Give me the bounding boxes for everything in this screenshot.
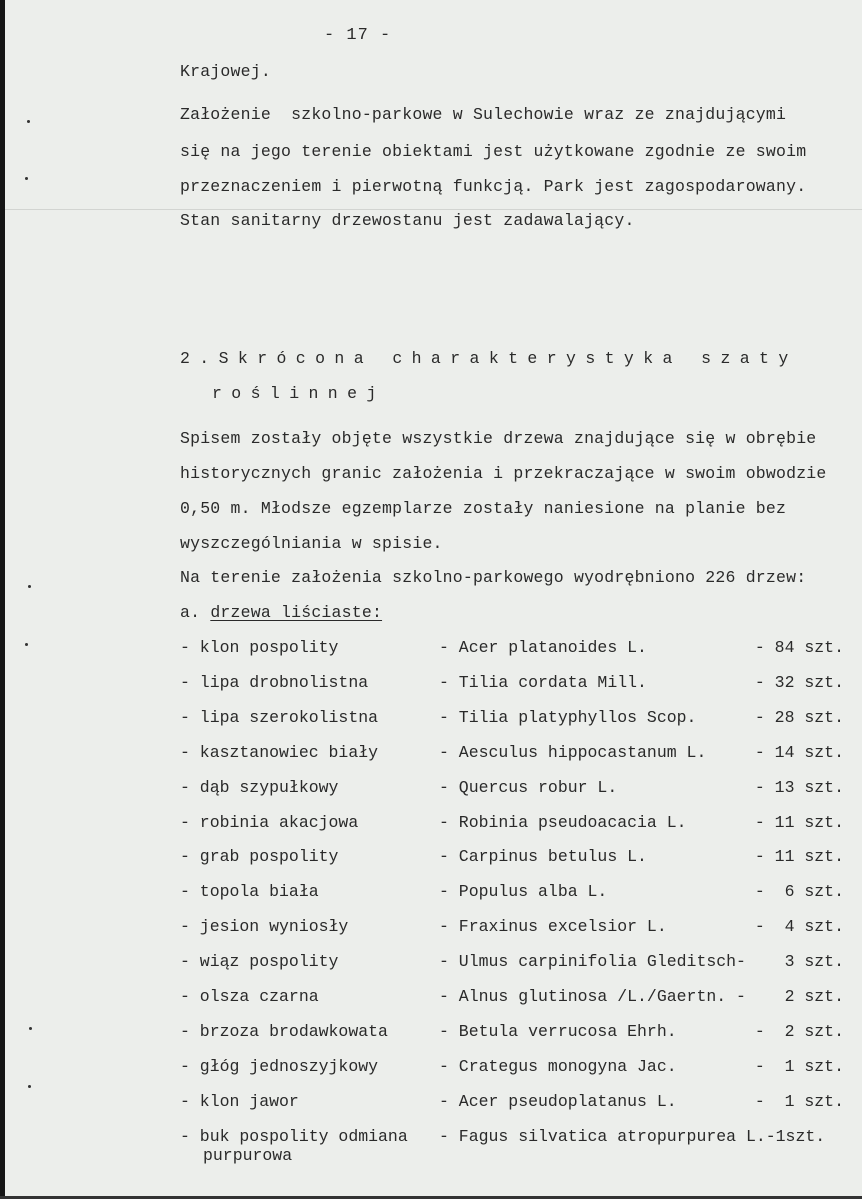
tree-common-name-continued: purpurowa bbox=[203, 1146, 293, 1165]
tree-row bbox=[180, 778, 850, 800]
tree-common-name: - grab pospolity bbox=[180, 847, 339, 866]
tree-common-name: - buk pospolity odmiana bbox=[180, 1127, 408, 1146]
margin-speck bbox=[25, 177, 28, 180]
margin-speck bbox=[28, 585, 31, 588]
tree-latin-name: - Populus alba L. bbox=[439, 882, 608, 901]
tree-count: - 4 szt. bbox=[754, 917, 844, 936]
scan-left-edge bbox=[0, 0, 5, 1199]
tree-latin-name: - Crategus monogyna Jac. bbox=[439, 1057, 677, 1076]
tree-count: - 84 szt. bbox=[754, 638, 844, 657]
tree-row bbox=[180, 1092, 850, 1114]
section-heading-line: roślinnej bbox=[212, 384, 386, 403]
tree-common-name: - lipa szerokolistna bbox=[180, 708, 379, 727]
tree-common-name: - głóg jednoszyjkowy bbox=[180, 1057, 379, 1076]
tree-latin-name: - Quercus robur L. bbox=[439, 778, 618, 797]
tree-latin-name: - Robinia pseudoacacia L. bbox=[439, 813, 687, 832]
tree-row bbox=[180, 813, 850, 835]
paragraph-line: wyszczególniania w spisie. bbox=[180, 534, 443, 553]
paragraph-line: Spisem zostały objęte wszystkie drzewa znajdujące się w obrębie bbox=[180, 429, 817, 448]
paragraph-line: Na terenie założenia szkolno-parkowego wyodrębniono 226 drzew: bbox=[180, 568, 807, 587]
tree-count: - 1 szt. bbox=[754, 1057, 844, 1076]
tree-latin-name: - Betula verrucosa Ehrh. bbox=[439, 1022, 677, 1041]
margin-speck bbox=[27, 120, 30, 123]
tree-row bbox=[180, 673, 850, 695]
tree-count: - 6 szt. bbox=[754, 882, 844, 901]
tree-count: - 13 szt. bbox=[754, 778, 844, 797]
paragraph-line: Stan sanitarny drzewostanu jest zadawalający. bbox=[180, 211, 635, 230]
tree-latin-name: - Carpinus betulus L. bbox=[439, 847, 647, 866]
tree-row bbox=[180, 882, 850, 904]
margin-speck bbox=[29, 1027, 32, 1030]
paper-fold-line bbox=[5, 209, 862, 210]
tree-common-name: - lipa drobnolistna bbox=[180, 673, 369, 692]
tree-latin-name: - Ulmus carpinifolia Gleditsch- bbox=[439, 952, 746, 971]
tree-common-name: - klon jawor bbox=[180, 1092, 299, 1111]
tree-row bbox=[180, 1022, 850, 1044]
tree-latin-name: - Acer pseudoplatanus L. bbox=[439, 1092, 677, 1111]
tree-row bbox=[180, 987, 850, 1009]
paragraph-line: 0,50 m. Młodsze egzemplarze zostały naniesione na planie bez bbox=[180, 499, 787, 518]
tree-latin-name: - Tilia cordata Mill. bbox=[439, 673, 647, 692]
tree-common-name: - wiąz pospolity bbox=[180, 952, 339, 971]
tree-row bbox=[180, 1127, 850, 1165]
tree-latin-name: - Acer platanoides L. bbox=[439, 638, 647, 657]
tree-row bbox=[180, 847, 850, 869]
tree-row bbox=[180, 708, 850, 730]
tree-common-name: - robinia akacjowa bbox=[180, 813, 359, 832]
paragraph-line: historycznych granic założenia i przekraczające w swoim obwodzie bbox=[180, 464, 827, 483]
continuation-text: Krajowej. bbox=[180, 62, 271, 81]
list-label-prefix: a. bbox=[180, 603, 211, 622]
tree-row bbox=[180, 1057, 850, 1079]
tree-count: - 28 szt. bbox=[754, 708, 844, 727]
tree-row bbox=[180, 952, 850, 974]
tree-latin-name: - Alnus glutinosa /L./Gaertn. - bbox=[439, 987, 746, 1006]
tree-row bbox=[180, 638, 850, 660]
tree-common-name: - brzoza brodawkowata bbox=[180, 1022, 388, 1041]
paragraph-line: przeznaczeniem i pierwotną funkcją. Park jest zagospodarowany. bbox=[180, 177, 807, 196]
tree-latin-name: - Tilia platyphyllos Scop. bbox=[439, 708, 697, 727]
tree-count: - 2 szt. bbox=[754, 1022, 844, 1041]
page-number: - 17 - bbox=[324, 26, 392, 45]
tree-common-name: - topola biała bbox=[180, 882, 319, 901]
tree-count: 3 szt. bbox=[784, 952, 844, 971]
tree-latin-name: - Aesculus hippocastanum L. bbox=[439, 743, 707, 762]
tree-count: - 11 szt. bbox=[754, 847, 844, 866]
tree-common-name: - jesion wyniosły bbox=[180, 917, 349, 936]
tree-common-name: - dąb szypułkowy bbox=[180, 778, 339, 797]
list-label-text: drzewa liściaste: bbox=[210, 603, 383, 622]
tree-common-name: - olsza czarna bbox=[180, 987, 319, 1006]
tree-count: - 1 szt. bbox=[754, 1092, 844, 1111]
paragraph-line: Założenie szkolno-parkowe w Sulechowie wraz ze znajdującymi bbox=[180, 105, 787, 124]
tree-latin-name: - Fagus silvatica atropurpurea L.-1szt. bbox=[439, 1127, 826, 1146]
tree-count: 2 szt. bbox=[784, 987, 844, 1006]
margin-speck bbox=[25, 643, 28, 646]
tree-latin-name: - Fraxinus excelsior L. bbox=[439, 917, 667, 936]
tree-row bbox=[180, 917, 850, 939]
tree-count: - 14 szt. bbox=[754, 743, 844, 762]
list-label bbox=[180, 603, 382, 622]
tree-count: - 11 szt. bbox=[754, 813, 844, 832]
tree-common-name: - klon pospolity bbox=[180, 638, 339, 657]
section-heading-line: 2.Skrócona charakterystyka szaty bbox=[180, 349, 798, 368]
tree-count: - 32 szt. bbox=[754, 673, 844, 692]
tree-row bbox=[180, 743, 850, 765]
margin-speck bbox=[28, 1085, 31, 1088]
tree-common-name: - kasztanowiec biały bbox=[180, 743, 379, 762]
paragraph-line: się na jego terenie obiektami jest użytkowane zgodnie ze swoim bbox=[180, 142, 807, 161]
